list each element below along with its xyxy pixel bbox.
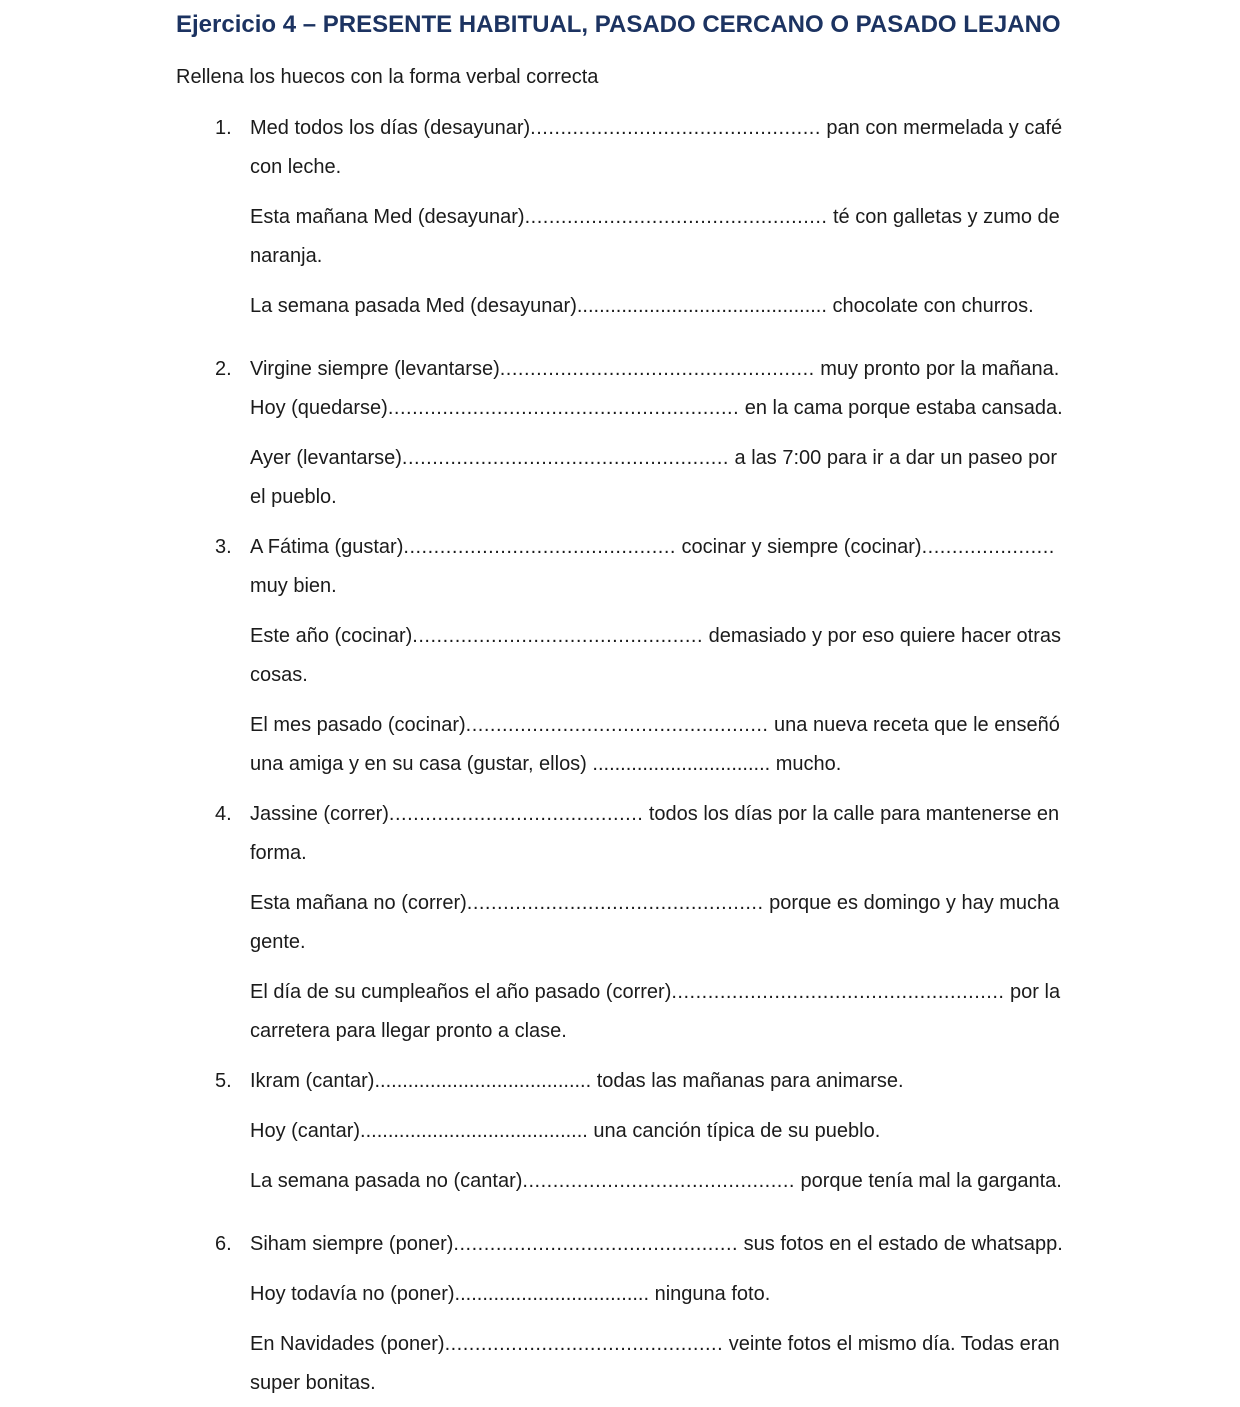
item-number: 6. xyxy=(215,1233,232,1255)
text-segment: super bonitas. xyxy=(250,1372,376,1394)
exercise-line xyxy=(250,1325,1065,1364)
text-segment: cosas. xyxy=(250,664,308,686)
text-segment: muy bien. xyxy=(250,575,337,597)
text-segment: una amiga y en su casa (gustar, ellos) ................................ mucho. xyxy=(250,753,842,775)
exercise-paragraph xyxy=(250,706,1065,784)
exercise-line xyxy=(250,1275,1065,1314)
text-segment: a las 7:00 para ir a dar un paseo por xyxy=(728,447,1057,469)
exercise-line xyxy=(250,109,1065,148)
exercise-instruction: Rellena los huecos con la forma verbal correcta xyxy=(176,66,599,88)
answer-blank: ............................................. xyxy=(403,536,676,558)
item-number: 3. xyxy=(215,536,232,558)
exercise-paragraph xyxy=(250,884,1065,962)
exercise-paragraph xyxy=(250,287,1065,326)
exercise-paragraph xyxy=(250,1162,1065,1201)
answer-blank: .......................................................... xyxy=(387,397,740,419)
exercise-line xyxy=(250,795,1065,834)
answer-blank: ............................................. xyxy=(522,1170,795,1192)
text-segment: Este año (cocinar) xyxy=(250,625,413,647)
exercise-line xyxy=(250,617,1065,656)
text-segment: La semana pasada no (cantar) xyxy=(250,1170,523,1192)
text-segment: porque es domingo y hay mucha xyxy=(763,892,1060,914)
exercise-item xyxy=(176,1225,1065,1403)
exercise-line xyxy=(250,1062,1065,1101)
exercise-line xyxy=(250,439,1065,478)
text-segment: una nueva receta que le enseñó xyxy=(768,714,1060,736)
exercise-paragraph xyxy=(250,1275,1065,1314)
answer-blank: .................................................. xyxy=(465,714,769,736)
exercise-paragraph xyxy=(250,528,1065,606)
text-segment: carretera para llegar pronto a clase. xyxy=(250,1020,567,1042)
exercise-paragraph xyxy=(250,198,1065,276)
exercise-paragraph xyxy=(250,795,1065,873)
text-segment: Virgine siempre (levantarse) xyxy=(250,358,500,380)
answer-blank: ...................................................... xyxy=(401,447,729,469)
text-segment: demasiado y por eso quiere hacer otras xyxy=(703,625,1061,647)
exercise-line xyxy=(250,745,1065,784)
exercise-line xyxy=(250,1012,1065,1051)
exercise-paragraph xyxy=(250,1225,1065,1264)
text-segment: muy pronto por la mañana. xyxy=(814,358,1060,380)
text-segment: En Navidades (poner) xyxy=(250,1333,445,1355)
text-segment: forma. xyxy=(250,842,307,864)
exercise-paragraph xyxy=(250,973,1065,1051)
text-segment: con leche. xyxy=(250,156,342,178)
item-number: 1. xyxy=(215,117,232,139)
text-segment: veinte fotos el mismo día. Todas eran xyxy=(723,1333,1060,1355)
answer-blank: .............................................. xyxy=(444,1333,724,1355)
text-segment: el pueblo. xyxy=(250,486,337,508)
text-segment: por la xyxy=(1004,981,1061,1003)
exercise-line xyxy=(250,656,1065,695)
exercise-line xyxy=(250,1225,1065,1264)
text-segment: Esta mañana Med (desayunar) xyxy=(250,206,525,228)
text-segment: gente. xyxy=(250,931,306,953)
text-segment: Esta mañana no (correr) xyxy=(250,892,467,914)
exercise-item xyxy=(176,1062,1065,1201)
exercise-line xyxy=(250,350,1065,389)
item-number: 4. xyxy=(215,803,232,825)
item-body xyxy=(250,528,1065,784)
text-segment: pan con mermelada y café xyxy=(820,117,1063,139)
text-segment: sus fotos en el estado de whatsapp. xyxy=(738,1233,1063,1255)
item-body xyxy=(250,1225,1065,1403)
text-segment: porque tenía mal la garganta. xyxy=(794,1170,1062,1192)
item-body xyxy=(250,109,1065,326)
text-segment: en la cama porque estaba cansada. xyxy=(739,397,1063,419)
item-number: 5. xyxy=(215,1070,232,1092)
exercise-line xyxy=(250,973,1065,1012)
text-segment: todos los días por la calle para mantenerse en xyxy=(643,803,1060,825)
exercise-line xyxy=(250,198,1065,237)
item-body xyxy=(250,1062,1065,1201)
exercise-line xyxy=(250,528,1065,567)
answer-blank: .................................................. xyxy=(524,206,828,228)
text-segment: Jassine (correr) xyxy=(250,803,389,825)
text-segment: A Fátima (gustar) xyxy=(250,536,404,558)
exercise-list xyxy=(176,109,1065,1403)
exercise-paragraph xyxy=(250,439,1065,517)
exercise-item xyxy=(176,528,1065,784)
exercise-line xyxy=(250,287,1065,326)
text-segment: Med todos los días (desayunar) xyxy=(250,117,531,139)
answer-blank: ................................................ xyxy=(412,625,704,647)
exercise-line xyxy=(250,1112,1065,1151)
exercise-line xyxy=(250,923,1065,962)
item-body xyxy=(250,795,1065,1051)
exercise-item xyxy=(176,109,1065,326)
exercise-paragraph xyxy=(250,617,1065,695)
answer-blank: ...................... xyxy=(921,536,1055,558)
exercise-paragraph xyxy=(250,1062,1065,1101)
item-body xyxy=(250,350,1065,517)
text-segment: Siham siempre (poner) xyxy=(250,1233,454,1255)
answer-blank: ............................................... xyxy=(453,1233,739,1255)
exercise-line xyxy=(250,884,1065,923)
text-segment: Hoy (cantar)......................................... una canción típica de su pueblo. xyxy=(250,1120,881,1142)
exercise-paragraph xyxy=(250,1112,1065,1151)
exercise-line xyxy=(250,148,1065,187)
exercise-item xyxy=(176,350,1065,517)
exercise-line xyxy=(250,237,1065,276)
exercise-paragraph xyxy=(250,1325,1065,1403)
exercise-line xyxy=(250,706,1065,745)
answer-blank: ................................................. xyxy=(466,892,764,914)
text-segment: naranja. xyxy=(250,245,323,267)
text-segment: El día de su cumpleaños el año pasado (correr) xyxy=(250,981,672,1003)
text-segment: Ayer (levantarse) xyxy=(250,447,402,469)
exercise-line xyxy=(250,1364,1065,1403)
text-segment: Hoy (quedarse) xyxy=(250,397,388,419)
exercise-title: Ejercicio 4 – PRESENTE HABITUAL, PASADO CERCANO O PASADO LEJANO xyxy=(176,11,1061,38)
answer-blank: .................................................... xyxy=(499,358,815,380)
text-segment: Hoy todavía no (poner)................................... ninguna foto. xyxy=(250,1283,771,1305)
exercise-item xyxy=(176,795,1065,1051)
answer-blank: ................................................ xyxy=(530,117,821,139)
exercise-line xyxy=(250,1162,1065,1201)
answer-blank: ....................................................... xyxy=(671,981,1005,1003)
text-segment: té con galletas y zumo de xyxy=(827,206,1060,228)
exercise-paragraph xyxy=(250,109,1065,187)
text-segment: Ikram (cantar)....................................... todas las mañanas para animarse. xyxy=(250,1070,904,1092)
item-number: 2. xyxy=(215,358,232,380)
exercise-line xyxy=(250,834,1065,873)
exercise-line xyxy=(250,478,1065,517)
exercise-line xyxy=(250,567,1065,606)
text-segment: El mes pasado (cocinar) xyxy=(250,714,466,736)
exercise-line xyxy=(250,389,1065,428)
text-segment: cocinar y siempre (cocinar) xyxy=(675,536,922,558)
answer-blank: .......................................... xyxy=(388,803,644,825)
exercise-paragraph xyxy=(250,350,1065,428)
text-segment: La semana pasada Med (desayunar)............................................. chocolate con churros. xyxy=(250,295,1034,317)
